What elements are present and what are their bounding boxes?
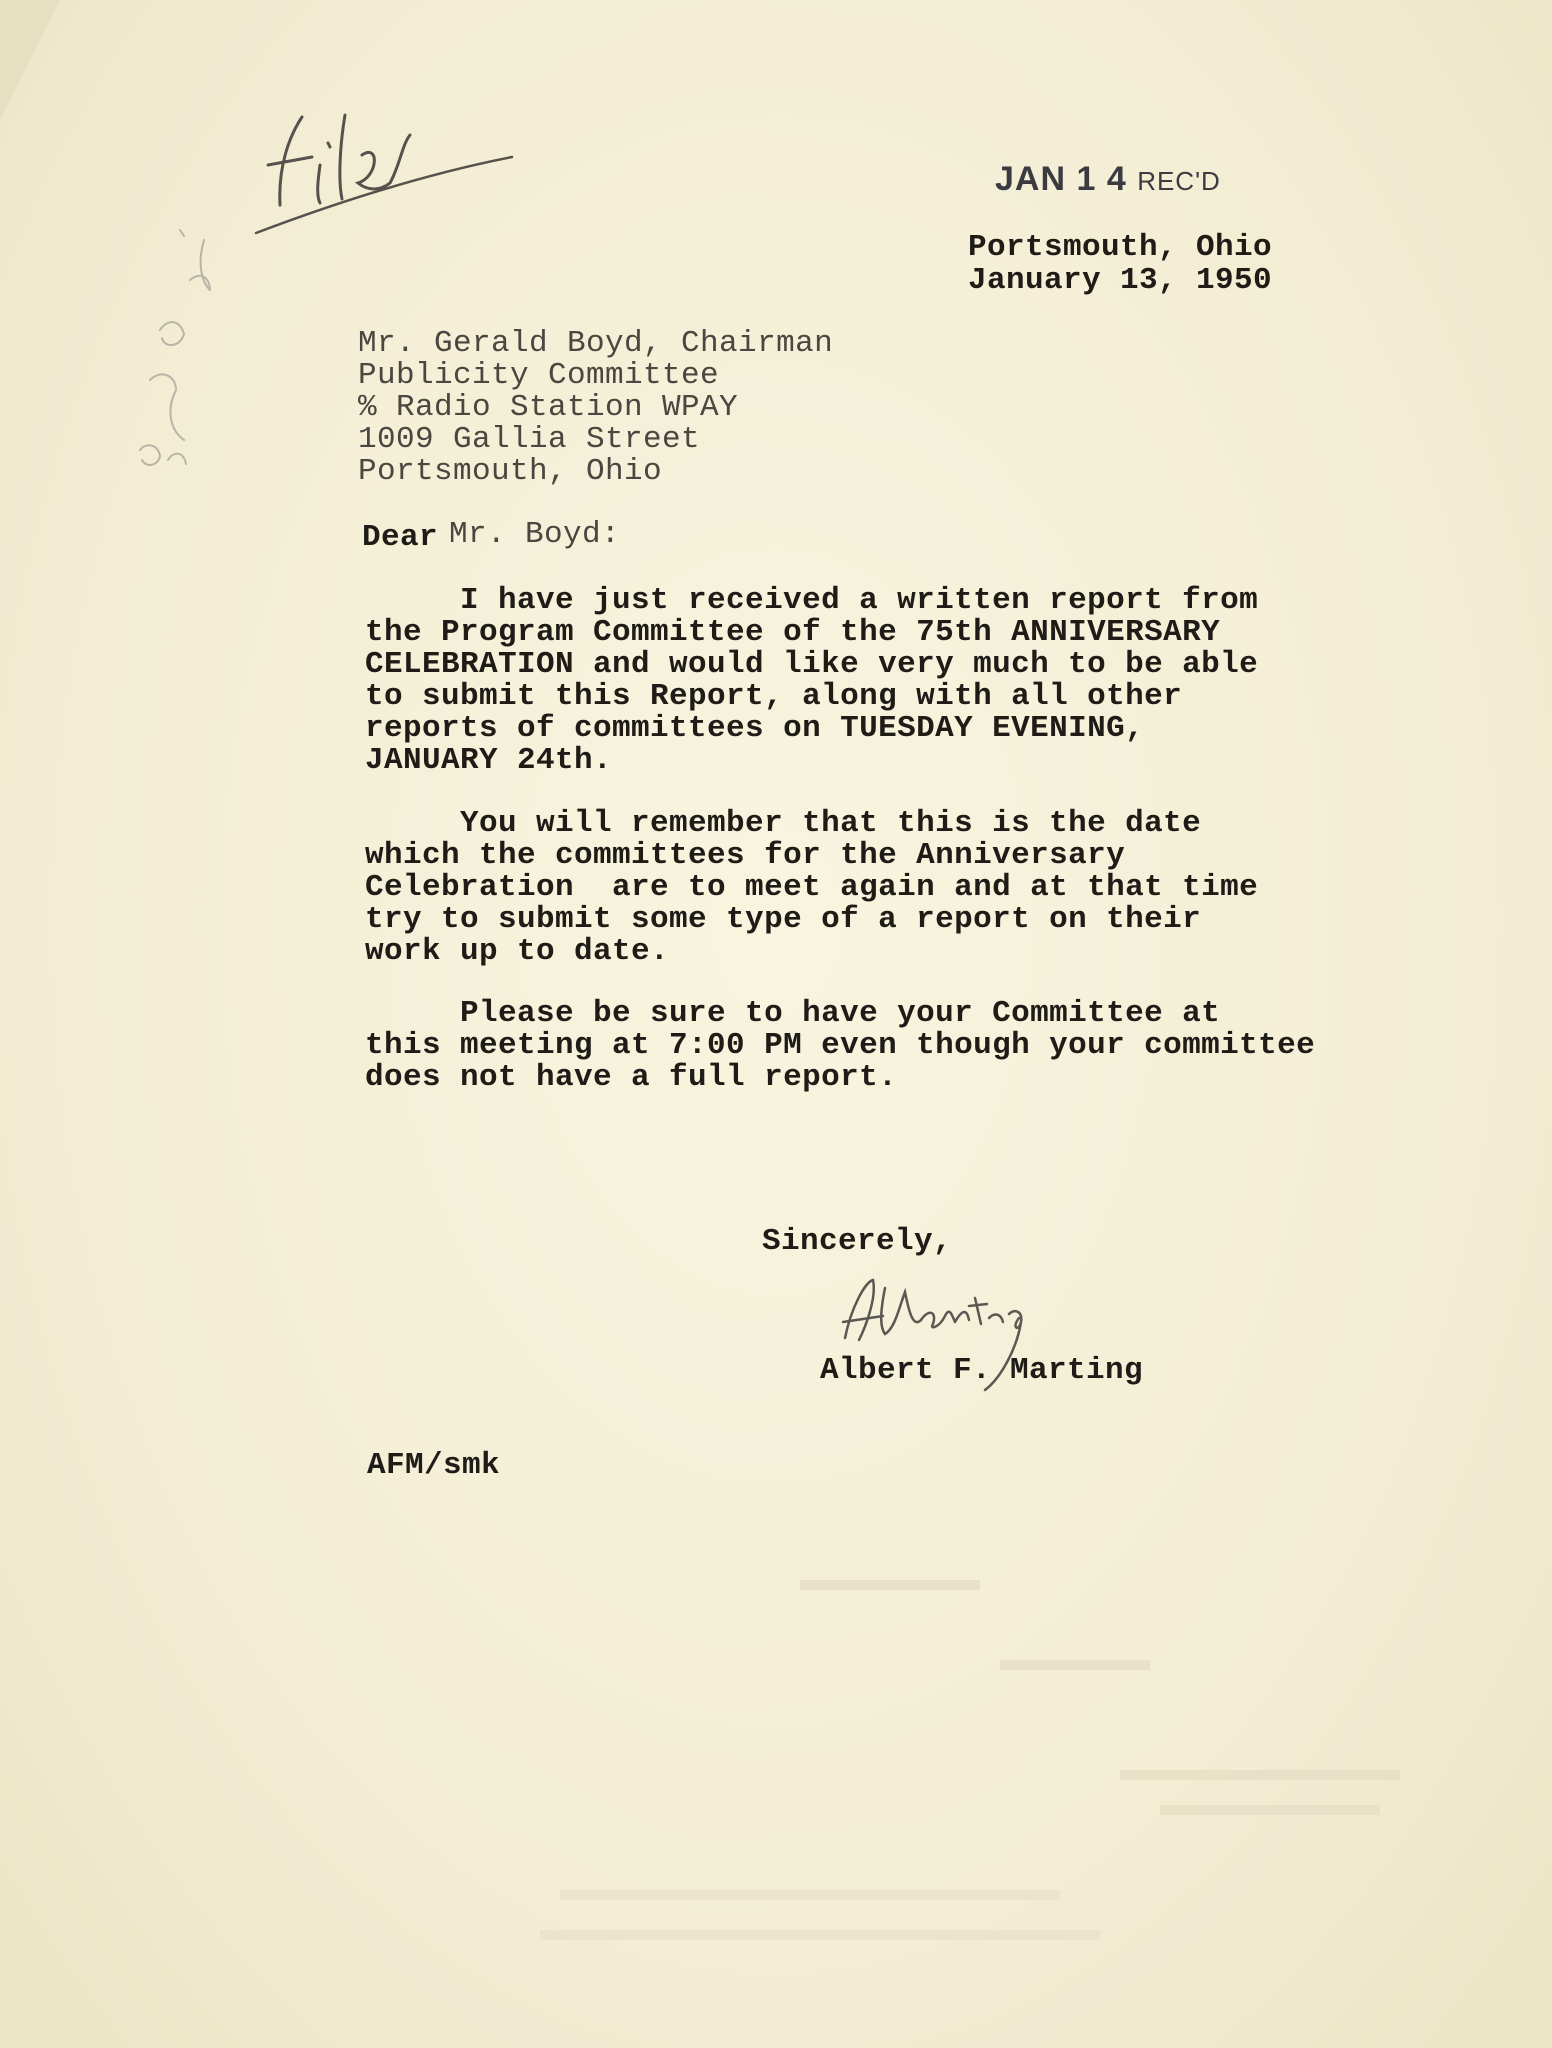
- recipient-line: Publicity Committee: [358, 358, 720, 393]
- closing-sincerely: Sincerely,: [762, 1224, 953, 1259]
- recipient-line: 1009 Gallia Street: [358, 422, 701, 457]
- signature-text: AFMarting: [825, 1268, 831, 1269]
- body-line: does not have a full report.: [365, 1060, 898, 1095]
- margin-pencil-notes: [120, 210, 230, 510]
- body-line: work up to date.: [365, 934, 670, 969]
- body-line: reports of committees on TUESDAY EVENING,: [365, 711, 1145, 746]
- received-stamp-date: JAN 1 4: [995, 160, 1127, 198]
- letter-place: Portsmouth, Ohio: [968, 230, 1273, 265]
- body-line: Celebration are to meet again and at that time: [365, 870, 1259, 905]
- received-stamp-suffix: REC'D: [1137, 166, 1221, 196]
- salutation-dear: Dear: [362, 520, 439, 555]
- body-line: which the committees for the Anniversary: [365, 838, 1126, 873]
- body-line: Please be sure to have your Committee at: [365, 996, 1221, 1031]
- show-through-line: [1000, 1660, 1150, 1670]
- body-paragraph-3: [365, 998, 1315, 1094]
- body-line: CELEBRATION and would like very much to be able: [365, 647, 1259, 682]
- show-through-line: [800, 1580, 980, 1590]
- handwritten-file-annotation: [250, 95, 530, 245]
- recipient-line: Mr. Gerald Boyd, Chairman: [358, 326, 834, 361]
- salutation-name: Mr. Boyd:: [449, 517, 621, 552]
- received-stamp: [995, 160, 1221, 199]
- body-line: I have just received a written report from: [365, 583, 1259, 618]
- recipient-line: Portsmouth, Ohio: [358, 454, 663, 489]
- body-line: the Program Committee of the 75th ANNIVERSARY: [365, 615, 1221, 650]
- show-through-line: [540, 1930, 1100, 1940]
- show-through-line: [1120, 1770, 1400, 1780]
- body-line: to submit this Report, along with all other: [365, 679, 1183, 714]
- closing-name: Albert F. Marting: [820, 1353, 1144, 1388]
- body-line: this meeting at 7:00 PM even though your committee: [365, 1028, 1316, 1063]
- typist-initials: AFM/smk: [367, 1448, 501, 1483]
- show-through-line: [1160, 1805, 1380, 1815]
- folded-corner: [0, 0, 60, 120]
- letter-date: January 13, 1950: [968, 263, 1273, 298]
- body-paragraph-2: [365, 808, 1258, 968]
- body-line: try to submit some type of a report on their: [365, 902, 1202, 937]
- recipient-line: % Radio Station WPAY: [358, 390, 739, 425]
- show-through-line: [560, 1890, 1060, 1900]
- body-line: JANUARY 24th.: [365, 743, 613, 778]
- body-paragraph-1: [365, 585, 1258, 777]
- body-line: You will remember that this is the date: [365, 806, 1202, 841]
